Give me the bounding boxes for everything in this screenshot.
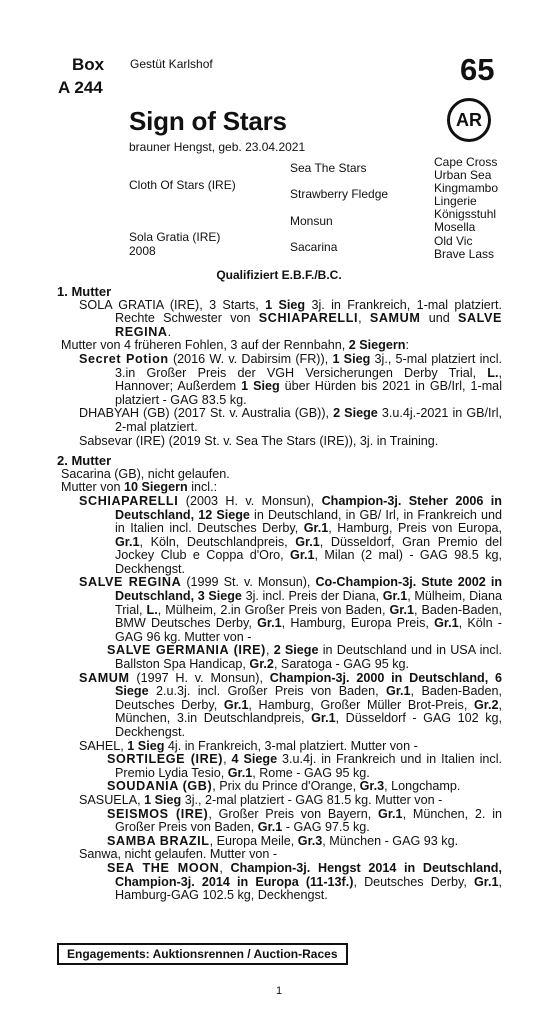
pedigree-gen3: Urban Sea bbox=[434, 168, 492, 182]
dam-entry: SOLA GRATIA (IRE), 3 Starts, 1 Sieg 3j. in Frankreich, 1-mal platziert. Rechte Schwester von SCHIAPARELLI, SAMUM und SALVE REGINA. bbox=[79, 297, 503, 339]
box-number: A 244 bbox=[58, 78, 103, 97]
qualification: Qualifiziert E.B.F./B.C. bbox=[216, 268, 342, 282]
produce-entry: SAHEL, 1 Sieg 4j. in Frankreich, 3-mal platziert. Mutter von - bbox=[79, 738, 418, 753]
engagements-box: Engagements: Auktionsrennen / Auction-Races bbox=[57, 943, 348, 965]
produce-entry: Sabsevar (IRE) (2019 St. v. Sea The Stars (IRE)), 3j. in Training. bbox=[79, 433, 439, 448]
pedigree-gen3: Lingerie bbox=[434, 194, 477, 208]
pedigree-gen3: Brave Lass bbox=[434, 247, 495, 261]
horse-name: Sign of Stars bbox=[129, 106, 287, 136]
pedigree-gen3: Old Vic bbox=[434, 234, 473, 248]
produce-entry: SASUELA, 1 Sieg 3j., 2-mal platziert - GAG 81.5 kg. Mutter von - bbox=[79, 792, 443, 807]
breeder: Gestüt Karlshof bbox=[130, 57, 213, 71]
box-label: Box bbox=[72, 55, 105, 74]
pedigree-gen3: Kingmambo bbox=[434, 181, 499, 195]
pedigree-gen2: Strawberry Fledge bbox=[290, 187, 389, 201]
pedigree-gen3: Mosella bbox=[434, 220, 476, 234]
pedigree-gen2: Sacarina bbox=[290, 240, 338, 254]
pedigree-text bbox=[57, 285, 502, 903]
pedigree-gen3: Cape Cross bbox=[434, 155, 498, 169]
pedigree-dam-year: 2008 bbox=[129, 244, 156, 258]
page-number: 1 bbox=[275, 985, 283, 997]
lot-number: 65 bbox=[460, 52, 495, 87]
produce-entry: SAMUM (1997 H. v. Monsun), Champion-3j. 2000 in Deutschland, 6 Siege 2.u.3j. incl. Großer Preis von Baden, Gr.1, Baden-Baden, Deutsches Derby, Gr.1, Hamburg, Großer Müller Brot-Preis, Gr.2, München, 3.in Deutschlandpreis, Gr.1, Düsseldorf - GAG 102 kg, Deckhengst. bbox=[79, 670, 503, 739]
produce-entry: SEA THE MOON, Champion-3j. Hengst 2014 in Deutschland, Champion-3j. 2014 in Europa (11-13f.), Deutsches Derby, Gr.1, Hamburg-GAG 102.5 kg, Deckhengst. bbox=[107, 860, 502, 903]
pedigree-gen2: Sea The Stars bbox=[290, 161, 367, 175]
produce-entry: SCHIAPARELLI (2003 H. v. Monsun), Champion-3j. Steher 2006 in Deutschland, 12 Siege in Deutschland, in GB/ Irl, in Frankreich und in Italien incl. Deutsches Derby, Gr.1, Hamburg, Preis von Europa, Gr.1, Köln, Deutschlandpreis, Gr.1, Düsseldorf, Gran Premio del Jockey Club e Coppa d'Oro, Gr.1, Milan (2 mal) - GAG 98.5 kg, Deckhengst. bbox=[79, 493, 503, 576]
pedigree-gen2: Monsun bbox=[290, 214, 333, 228]
produce-entry: Secret Potion (2016 W. v. Dabirsim (FR)), 1 Sieg 3j., 5-mal platziert incl. 3.in Großer Preis der VGH Versicherungen Derby Trial, L., Hannover; Außerdem 1 Sieg über Hürden bis 2021 in GB/Irl, 1-mal platziert - GAG 83.5 kg. bbox=[79, 351, 502, 407]
produce-entry: SORTILEGE (IRE), 4 Siege 3.u.4j. in Frankreich und in Italien incl. Premio Lydia Tesio, Gr.1, Rome - GAG 95 kg. bbox=[107, 752, 503, 780]
produce-entry: Sanwa, nicht gelaufen. Mutter von - bbox=[79, 847, 278, 862]
produce-entry: SAMBA BRAZIL, Europa Meile, Gr.3, München - GAG 93 kg. bbox=[107, 833, 459, 848]
ar-badge: AR bbox=[447, 98, 491, 142]
granddam-produce-intro: Mutter von 10 Siegern incl.: bbox=[61, 480, 218, 495]
produce-entry: DHABYAH (GB) (2017 St. v. Australia (GB)), 2 Siege 3.u.4j.-2021 in GB/Irl, 2-mal platziert. bbox=[79, 406, 502, 434]
produce-entry: SEISMOS (IRE), Großer Preis von Bayern, Gr.1, München, 2. in Großer Preis von Baden, Gr.1 - GAG 97.5 kg. bbox=[107, 806, 503, 835]
pedigree-dam: Sola Gratia (IRE) bbox=[129, 230, 221, 244]
granddam-entry: Sacarina (GB), nicht gelaufen. bbox=[61, 466, 230, 481]
mutter1-title: 1. Mutter bbox=[57, 284, 112, 299]
produce-entry: SALVE GERMANIA (IRE), 2 Siege in Deutschland und in USA incl. Ballston Spa Handicap, Gr.2, Saratoga - GAG 95 kg. bbox=[107, 643, 503, 672]
dam-produce-intro: Mutter von 4 früheren Fohlen, 3 auf der Rennbahn, 2 Siegern: bbox=[61, 338, 409, 353]
mutter2-title: 2. Mutter bbox=[57, 453, 112, 469]
produce-entry: SOUDANIA (GB), Prix du Prince d'Orange, Gr.3, Longchamp. bbox=[107, 779, 461, 794]
horse-description: brauner Hengst, geb. 23.04.2021 bbox=[129, 140, 306, 154]
produce-entry: SALVE REGINA (1999 St. v. Monsun), Co-Champion-3j. Stute 2002 in Deutschland, 3 Siege 3j. incl. Preis der Diana, Gr.1, Mülheim, Diana Trial, L., Mülheim, 2.in Großer Preis von Baden, Gr.1, Baden-Baden, BMW Deutsches Derby, Gr.1, Hamburg, Europa Preis, Gr.1, Köln - GAG 96 kg. Mutter von - bbox=[79, 575, 503, 644]
pedigree-sire: Cloth Of Stars (IRE) bbox=[129, 178, 236, 192]
pedigree-gen3: Königsstuhl bbox=[434, 207, 497, 221]
